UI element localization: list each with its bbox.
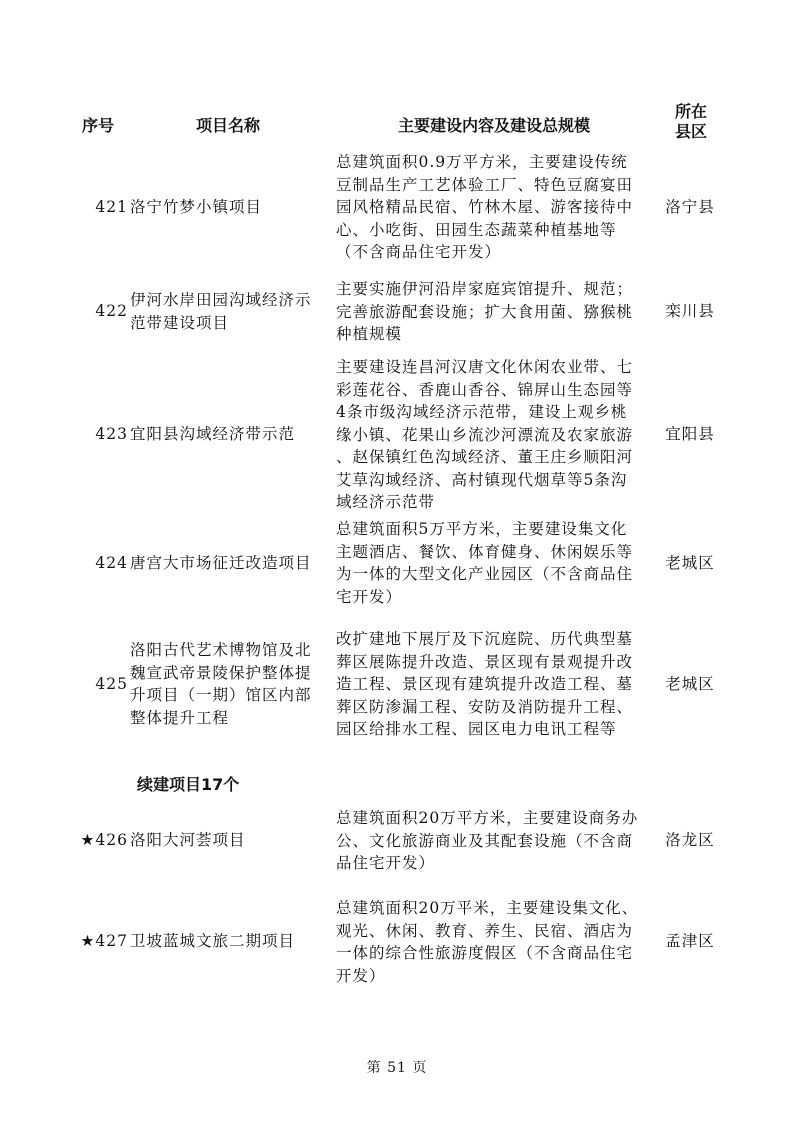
row-project-name bbox=[130, 423, 326, 446]
row-seq: 423 bbox=[95, 425, 128, 443]
content-line: 彩莲花谷、香鹿山香谷、锦屏山生态园等 bbox=[336, 380, 634, 399]
section-title: 续建项目17个 bbox=[137, 775, 240, 794]
row-county: 孟津区 bbox=[665, 932, 715, 950]
row-county: 老城区 bbox=[665, 554, 715, 572]
content-line: 种植规模 bbox=[336, 325, 403, 343]
content-line: 总建筑面积0.9万平方米，主要建设传统 bbox=[336, 153, 628, 171]
row-seq: 424 bbox=[95, 554, 128, 572]
content-line: 一体的综合性旅游度假区（不含商品住宅 bbox=[336, 944, 634, 962]
header-project-name: 项目名称 bbox=[196, 116, 261, 135]
name-line: 洛阳古代艺术博物馆及北 bbox=[130, 641, 312, 659]
content-line: 葬区防渗漏工程、安防及消防提升工程、 bbox=[336, 697, 634, 716]
row-county: 宜阳县 bbox=[665, 425, 715, 443]
name-line: 范带建设项目 bbox=[130, 313, 230, 332]
row-seq: 421 bbox=[95, 198, 128, 216]
row-content bbox=[336, 628, 652, 741]
header-county-line2: 县区 bbox=[674, 122, 707, 141]
content-line: 域经济示范带 bbox=[336, 493, 436, 511]
page-number: 第 51 页 bbox=[366, 1060, 428, 1076]
row-content bbox=[336, 278, 652, 346]
header-seq: 序号 bbox=[82, 116, 115, 135]
row-county: 洛宁县 bbox=[665, 198, 715, 216]
content-line: 宅开发） bbox=[336, 587, 403, 606]
content-line: 为一体的大型文化产业园区（不含商品住 bbox=[336, 565, 634, 583]
row-project-name bbox=[130, 196, 326, 219]
content-line: （不含商品住宅开发） bbox=[336, 243, 502, 261]
row-content bbox=[336, 807, 652, 875]
content-line: 总建筑面积5万平方米，主要建设集文化 bbox=[336, 520, 628, 538]
content-line: 完善旅游配套设施；扩大食用菌、猕猴桃 bbox=[336, 302, 634, 321]
name-line: 伊河水岸田园沟域经济示 bbox=[130, 291, 312, 309]
name-line: 宜阳县沟域经济带示范 bbox=[130, 425, 296, 443]
content-line: 心、小吃街、田园生态蔬菜种植基地等 bbox=[336, 220, 617, 239]
row-project-name bbox=[130, 930, 326, 953]
name-line: 洛阳大河荟项目 bbox=[130, 831, 246, 849]
content-line: 品住宅开发） bbox=[336, 854, 436, 872]
row-county: 栾川县 bbox=[665, 302, 715, 320]
header-content: 主要建设内容及建设总规模 bbox=[398, 116, 591, 135]
row-seq: ★426 bbox=[80, 831, 128, 849]
content-line: 葬区展陈提升改造、景区现有景观提升改 bbox=[336, 652, 634, 671]
row-county: 老城区 bbox=[665, 675, 715, 693]
content-line: 4条市级沟域经济示范带，建设上观乡桃 bbox=[336, 403, 628, 421]
row-seq: 422 bbox=[95, 302, 128, 320]
table-row bbox=[0, 278, 794, 346]
content-line: 观光、休闲、教育、养生、民宿、酒店为 bbox=[336, 921, 634, 940]
name-line: 魏宣武帝景陵保护整体提 bbox=[130, 663, 312, 682]
content-line: 园区给排水工程、园区电力电讯工程等 bbox=[336, 720, 617, 738]
header-county-line1: 所在 bbox=[674, 102, 707, 121]
row-content bbox=[336, 518, 652, 608]
row-seq: ★427 bbox=[80, 932, 128, 950]
content-line: 豆制品生产工艺体验工厂、特色豆腐宴田 bbox=[336, 175, 634, 194]
content-line: 改扩建地下展厅及下沉庭院、历代典型墓 bbox=[336, 630, 634, 648]
table-row bbox=[0, 518, 794, 608]
table-row bbox=[0, 897, 794, 987]
header-county bbox=[673, 102, 709, 142]
row-seq: 425 bbox=[95, 675, 128, 693]
content-line: 总建筑面积20万平米，主要建设集文化、 bbox=[336, 899, 639, 917]
content-line: 公、文化旅游商业及其配套设施（不含商 bbox=[336, 831, 634, 850]
content-line: 主要建设连昌河汉唐文化休闲农业带、七 bbox=[336, 358, 634, 376]
content-line: 主要实施伊河沿岸家庭宾馆提升、规范； bbox=[336, 280, 634, 298]
content-line: 、赵保镇红色沟域经济、董王庄乡顺阳河 bbox=[336, 448, 634, 466]
row-project-name bbox=[130, 639, 326, 729]
name-line: 洛宁竹梦小镇项目 bbox=[130, 198, 263, 216]
content-line: 开发） bbox=[336, 966, 386, 985]
content-line: 园风格精品民宿、竹林木屋、游客接待中 bbox=[336, 198, 634, 216]
table-row bbox=[0, 628, 794, 741]
row-project-name bbox=[130, 552, 326, 575]
row-content bbox=[336, 151, 652, 264]
row-county: 洛龙区 bbox=[665, 831, 715, 849]
name-line: 唐宫大市场征迁改造项目 bbox=[130, 554, 312, 572]
row-content bbox=[336, 897, 652, 987]
name-line: 卫坡蓝城文旅二期项目 bbox=[130, 932, 296, 950]
table-row bbox=[0, 807, 794, 875]
content-line: 缘小镇、花果山乡流沙河漂流及农家旅游 bbox=[336, 425, 634, 444]
row-project-name bbox=[130, 829, 326, 852]
table-row bbox=[0, 356, 794, 514]
content-line: 艾草沟域经济、高村镇现代烟草等5条沟 bbox=[336, 470, 628, 489]
content-line: 总建筑面积20万平方米，主要建设商务办 bbox=[336, 809, 639, 827]
content-line: 造工程、景区现有建筑提升改造工程、墓 bbox=[336, 675, 634, 693]
name-line: 升项目（一期）馆区内部 bbox=[130, 686, 312, 704]
content-line: 主题酒店、餐饮、体育健身、休闲娱乐等 bbox=[336, 542, 634, 561]
name-line: 整体提升工程 bbox=[130, 708, 230, 727]
table-row bbox=[0, 151, 794, 264]
row-content bbox=[336, 356, 652, 514]
row-project-name bbox=[130, 289, 326, 334]
